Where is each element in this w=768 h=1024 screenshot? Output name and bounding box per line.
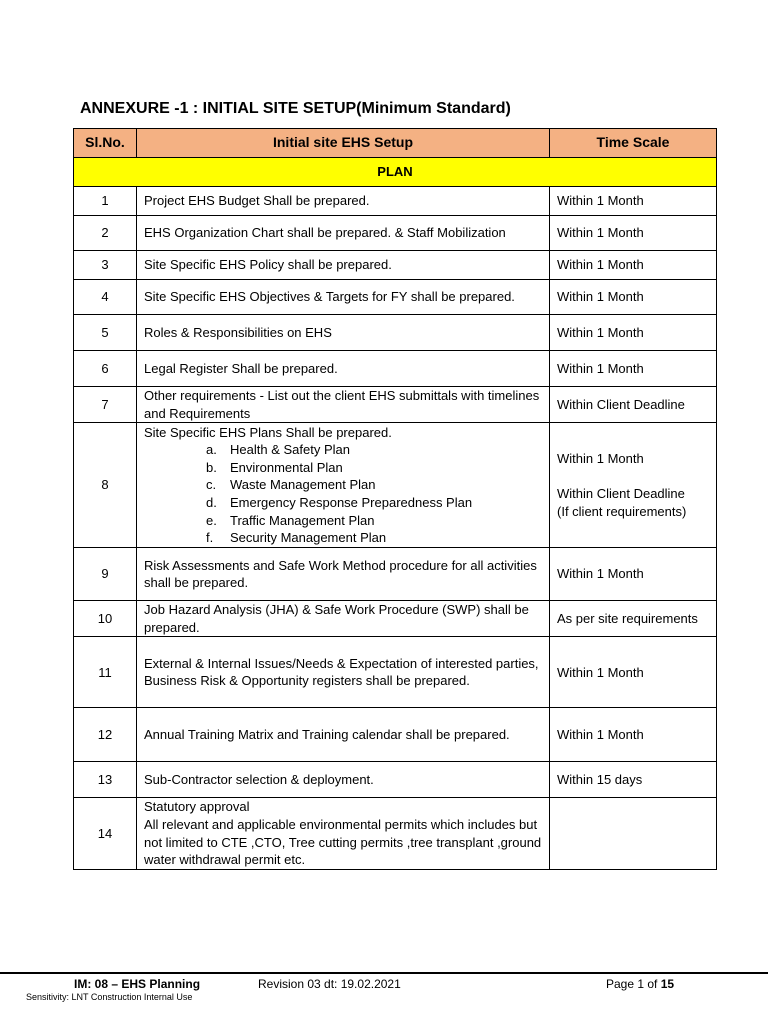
- row-number: 4: [74, 280, 137, 315]
- row-description: Risk Assessments and Safe Work Method procedure for all activities shall be prepared.: [137, 548, 550, 601]
- row-number: 3: [74, 251, 137, 280]
- row-description: External & Internal Issues/Needs & Expectation of interested parties, Business Risk & Opportunity registers shall be prepared.: [137, 637, 550, 708]
- row-description: Annual Training Matrix and Training calendar shall be prepared.: [137, 708, 550, 762]
- row-description: Project EHS Budget Shall be prepared.: [137, 187, 550, 216]
- row-time-scale: Within 1 Month: [550, 637, 717, 708]
- row-description: Sub-Contractor selection & deployment.: [137, 762, 550, 798]
- row-time-scale: [550, 423, 717, 548]
- row-description: [137, 798, 550, 869]
- table-row: [74, 351, 717, 387]
- section-plan: PLAN: [74, 158, 717, 187]
- row-number: 8: [74, 423, 137, 548]
- row-time-scale: Within 1 Month: [550, 351, 717, 387]
- plans-list: [144, 441, 542, 547]
- footer-page-number: [606, 977, 674, 991]
- row-description: Legal Register Shall be prepared.: [137, 351, 550, 387]
- footer-divider: [0, 972, 768, 974]
- plans-heading: Site Specific EHS Plans Shall be prepared.: [144, 424, 392, 440]
- table-header-row: [74, 129, 717, 158]
- row-number: 9: [74, 548, 137, 601]
- list-item-text: Traffic Management Plan: [230, 512, 375, 528]
- header-sl-no: Sl.No.: [74, 129, 137, 158]
- row-time-scale: Within 1 Month: [550, 216, 717, 251]
- table-row: [74, 187, 717, 216]
- row-number: 6: [74, 351, 137, 387]
- list-marker: e.: [206, 512, 217, 528]
- list-item: [206, 459, 542, 477]
- header-setup: Initial site EHS Setup: [137, 129, 550, 158]
- time-scale-line: (If client requirements): [557, 503, 687, 519]
- row-number: 11: [74, 637, 137, 708]
- row-description: Other requirements - List out the client EHS submittals with timelines and Requirements: [137, 387, 550, 423]
- row-time-scale: Within 15 days: [550, 762, 717, 798]
- table-row: [74, 216, 717, 251]
- row-time-scale: Within 1 Month: [550, 280, 717, 315]
- list-item: [206, 494, 542, 512]
- header-time-scale: Time Scale: [550, 129, 717, 158]
- page-total: 15: [660, 977, 675, 991]
- row-time-scale: Within Client Deadline: [550, 387, 717, 423]
- statutory-heading: Statutory approval: [144, 799, 250, 815]
- list-item: [206, 476, 542, 494]
- table-row: [74, 315, 717, 351]
- table-row: [74, 387, 717, 423]
- row-number: 13: [74, 762, 137, 798]
- ehs-setup-table: [73, 128, 717, 870]
- list-item-text: Health & Safety Plan: [230, 442, 350, 458]
- row-description: Roles & Responsibilities on EHS: [137, 315, 550, 351]
- table-row: [74, 423, 717, 548]
- list-item-text: Security Management Plan: [230, 530, 387, 546]
- list-item: [206, 512, 542, 530]
- page-prefix: Page 1 of: [606, 977, 661, 991]
- list-marker: f.: [206, 530, 214, 546]
- table-row: [74, 798, 717, 869]
- list-item-text: Environmental Plan: [230, 459, 343, 475]
- row-number: 14: [74, 798, 137, 869]
- list-marker: b.: [206, 459, 217, 475]
- footer-revision: Revision 03 dt: 19.02.2021: [258, 977, 401, 991]
- list-item: [206, 529, 542, 547]
- row-number: 12: [74, 708, 137, 762]
- table-row: [74, 601, 717, 637]
- row-number: 2: [74, 216, 137, 251]
- row-time-scale: Within 1 Month: [550, 548, 717, 601]
- row-time-scale: Within 1 Month: [550, 187, 717, 216]
- row-description: EHS Organization Chart shall be prepared. & Staff Mobilization: [137, 216, 550, 251]
- table-row: [74, 251, 717, 280]
- row-number: 7: [74, 387, 137, 423]
- list-item: [206, 441, 542, 459]
- row-time-scale: Within 1 Month: [550, 251, 717, 280]
- section-row: [74, 158, 717, 187]
- time-scale-line: Within Client Deadline: [557, 486, 685, 502]
- statutory-detail: All relevant and applicable environmental permits which includes but not limited to CTE ,CTO, Tree cutting permits ,tree transplant ,ground water withdrawal permit etc.: [144, 816, 542, 868]
- footer-document-id: IM: 08 – EHS Planning: [74, 977, 201, 991]
- sensitivity-label: Sensitivity: LNT Construction Internal Use: [26, 992, 193, 1002]
- list-item-text: Waste Management Plan: [230, 477, 376, 493]
- list-item-text: Emergency Response Preparedness Plan: [230, 494, 473, 510]
- list-marker: d.: [206, 494, 217, 510]
- row-description: Job Hazard Analysis (JHA) & Safe Work Procedure (SWP) shall be prepared.: [137, 601, 550, 637]
- row-number: 10: [74, 601, 137, 637]
- list-marker: c.: [206, 477, 217, 493]
- row-description: Site Specific EHS Policy shall be prepared.: [137, 251, 550, 280]
- row-description: Site Specific EHS Objectives & Targets for FY shall be prepared.: [137, 280, 550, 315]
- page-title: ANNEXURE -1 : INITIAL SITE SETUP(Minimum Standard): [80, 100, 511, 117]
- row-time-scale: Within 1 Month: [550, 708, 717, 762]
- row-time-scale: [550, 798, 717, 869]
- row-number: 5: [74, 315, 137, 351]
- table-row: [74, 280, 717, 315]
- table-row: [74, 708, 717, 762]
- list-marker: a.: [206, 442, 217, 458]
- row-number: 1: [74, 187, 137, 216]
- table-row: [74, 762, 717, 798]
- row-time-scale: Within 1 Month: [550, 315, 717, 351]
- table-row: [74, 548, 717, 601]
- row-time-scale: As per site requirements: [550, 601, 717, 637]
- row-description: [137, 423, 550, 548]
- table-row: [74, 637, 717, 708]
- time-scale-line: Within 1 Month: [557, 451, 644, 466]
